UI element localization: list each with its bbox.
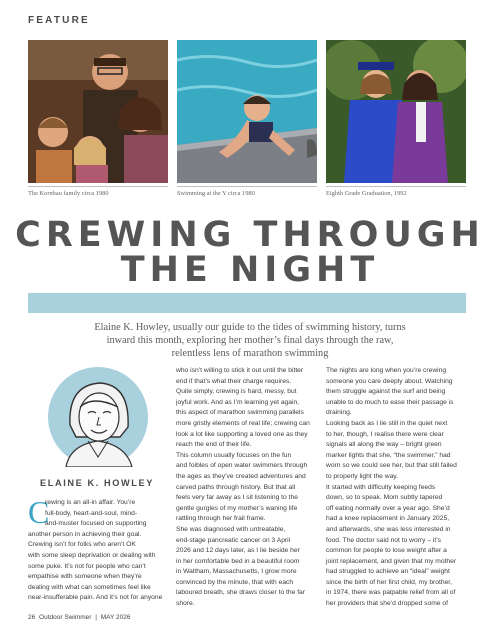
body-line: carved paths through history. But that all [176,483,296,491]
standfirst-line: inward this month, exploring her mother’s final days through the raw, [106,335,394,347]
caption-rule [177,186,317,187]
body-line: her providers that she’d dropped some of [326,600,448,608]
body-line: with some sleep deprivation or dealing with [28,551,156,559]
body-line: end if that’s what their charge requires. [176,377,292,385]
body-line: to her, though, I realise there were clear [326,430,444,438]
body-line: them struggle against the surf and being [326,388,446,396]
body-line: She was diagnosed with untreatable, [176,525,286,533]
body-line: another person in achieving their goal. [28,530,142,538]
page-number: 26 [28,614,36,621]
body-line: full-body, heart-and-soul, mind- [45,509,138,517]
body-line: in Waltham, Massachusetts, I grow more [176,568,297,576]
body-column-1 [28,494,166,604]
article-title-line-2: THE NIGHT [120,250,380,290]
author-portrait [48,367,148,467]
standfirst [40,321,460,361]
body-line: some puke. It’s not for people who can’t [28,562,146,570]
body-line: someone you care deeply about. Watching [326,377,453,385]
standfirst-line: Elaine K. Howley, usually our guide to the tides of swimming history, turns [94,322,406,333]
drop-cap: C [28,494,50,530]
photo-caption: Eighth Grade Graduation, 1992 [326,190,407,197]
body-line: in 1974, there was palpable relief from all of [326,589,456,597]
body-line: joyful work. And as I’m learning yet again, [176,398,300,406]
body-line: look a lot like supporting a loved one as they [176,430,308,438]
standfirst-line: relentless lens of marathon swimming [171,348,329,360]
body-line: Quite simply, crewing is hard, messy, but [176,388,297,396]
body-line: in her comfortable bed in a beautiful room [176,557,300,565]
body-line: This column usually focuses on the fun [176,451,292,459]
body-line: and foibles of open water swimmers through [176,462,308,470]
body-line: gentle gurgles of my mother’s waning life [176,504,298,512]
caption-rule [326,186,466,187]
body-column-3 [326,366,464,610]
section-label: FEATURE [28,15,90,26]
body-line: joint replacement, and given that my mother [326,557,457,565]
body-line: reach the end of their life. [176,441,252,449]
body-line: worn so we could see her, but that still failed [326,462,457,470]
page-footer [28,614,133,621]
body-line: laboured breath, she draws closer to the far [176,589,305,597]
body-line: near-insufferable pain. And it’s not for anyone [28,594,163,602]
magazine-name: Outdoor Swimmer [39,614,92,621]
body-line: down, so to speak. Mom subtly tapered [326,494,443,502]
body-line: more gristly elements of real life; crewing can [176,419,310,427]
body-column-2 [176,366,314,610]
body-line: convinced by the minute, that with each [176,578,294,586]
body-line: shore. [176,600,195,608]
article-title-line-1: CREWING THROUGH [15,215,485,255]
body-line: who isn’t willing to stick it out until the bitter [176,367,304,374]
body-line: The nights are long when you’re crewing [326,367,447,374]
footer-separator: | [95,614,97,621]
body-line: It started with difficulty keeping feeds [326,483,436,491]
body-line: feels very far away as I sit listening to the [176,494,298,502]
body-line: signals all along the way – bright green [326,441,442,449]
body-line: dealing with what can sometimes feel like [28,583,151,591]
body-line: food. The doctor said not to worry – it’s [326,536,441,544]
body-line: end-stage pancreatic cancer on 3 April [176,536,291,544]
body-line: unable to do much to ease their passage is [326,398,454,406]
body-line: off eating normally over a year ago. She’d [326,504,450,512]
body-line: 2026 and 12 days later, as I lie beside her [176,547,300,555]
body-line: and-muster focused on supporting [45,520,147,528]
body-line: had a knee replacement in January 2025, [326,515,450,523]
body-line: and afterwards, she was less interested in [326,525,451,533]
body-line: common for people to lose weight after a [326,547,447,555]
body-line: Crewing isn’t for folks who aren’t OK [28,541,136,549]
body-line: marker lights that she, “the swimmer,” had [326,451,451,459]
body-line: to properly light the way. [326,472,398,480]
pool-photo [177,40,317,183]
accent-band [28,293,466,313]
photo-caption: The Kornbau family circa 1980 [28,190,109,197]
author-byline: ELAINE K. HOWLEY [40,478,154,488]
photo-caption: Swimming at the Y circa 1980 [177,190,255,197]
body-line: empathise with someone when they’re [28,573,142,581]
graduation-photo [326,40,466,183]
family-photo [28,40,168,183]
body-line: draining. [326,409,352,417]
body-line: rewing is an all-in affair. You’re [45,499,136,506]
issue-date: MAY 2026 [100,614,131,621]
body-line: since the birth of her first child, my brother, [326,578,453,586]
body-line: the ages as they’ve created adventures and [176,472,306,480]
body-line: had struggled to achieve an “ideal” weight [326,568,450,576]
body-line: Looking back as I lie still in the quiet next [326,419,448,427]
caption-rule [28,186,168,187]
body-line: this aspect of marathon swimming parallels [176,409,304,417]
body-line: rattling through her frail frame. [176,515,266,523]
